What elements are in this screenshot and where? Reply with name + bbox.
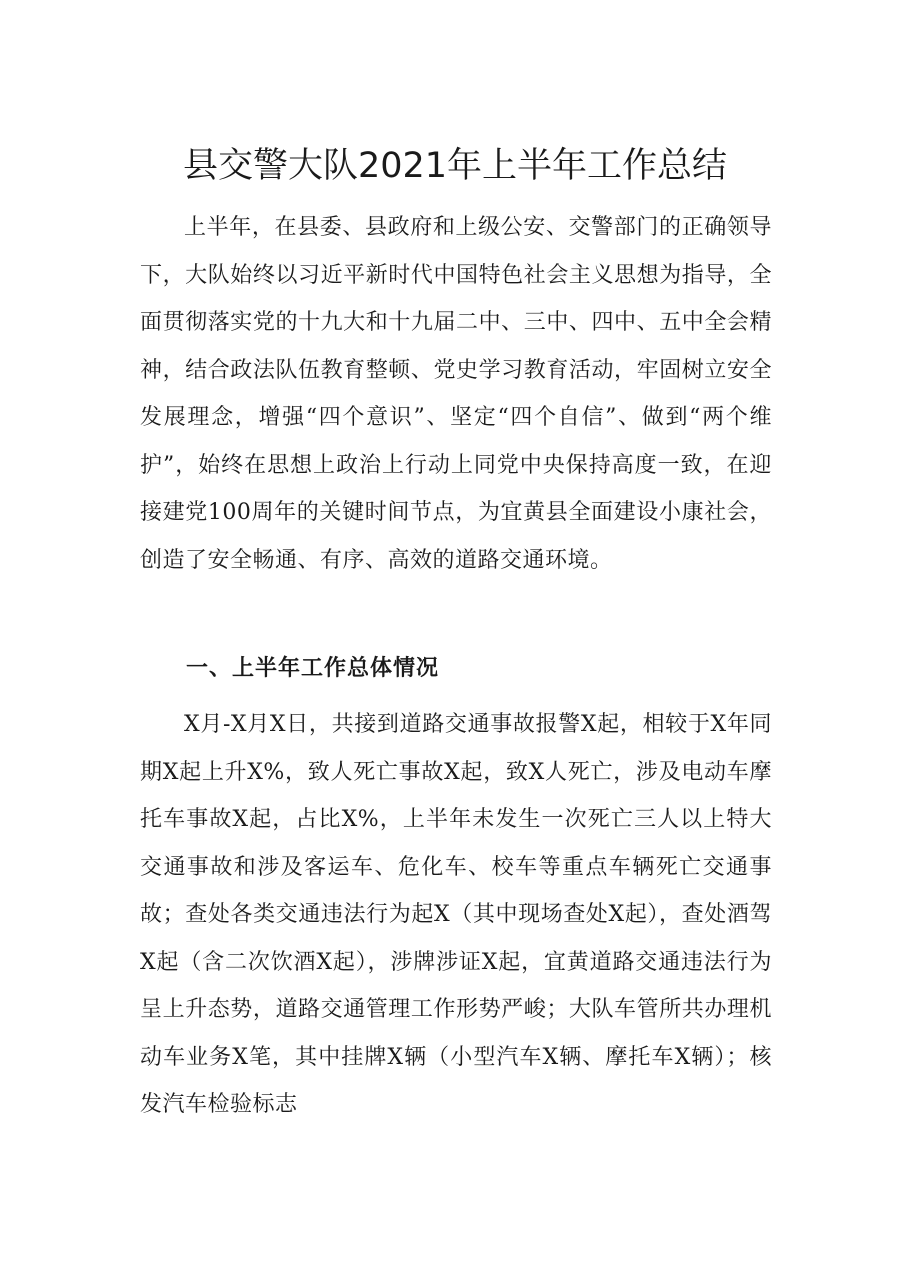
section-heading-1: 一、上半年工作总体情况 <box>186 656 440 681</box>
section-1-paragraph: X月-X月X日，共接到道路交通事故报警X起，相较于X年同期X起上升X%，致人死亡事故X起，致X人死亡，涉及电动车摩托车事故X起，占比X%，上半年未发生一次死亡三人以上特大交通事故和涉及客运车、危化车、校车等重点车辆死亡交通事故；查处各类交通违法行为起X（其中现场查处X起），查处酒驾X起（含二次饮酒X起），涉牌涉证X起，宜黄道路交通违法行为呈上升态势，道路交通管理工作形势严峻；大队车管所共办理机动车业务X笔，其中挂牌X辆（小型汽车X辆、摩托车X辆）；核发汽车检验标志 <box>140 712 772 1117</box>
document-title: 县交警大队2021年上半年工作总结 <box>182 146 728 186</box>
intro-paragraph: 上半年，在县委、县政府和上级公安、交警部门的正确领导下，大队始终以习近平新时代中国特色社会主义思想为指导，全面贯彻落实党的十九大和十九届二中、三中、四中、五中全会精神，结合政法队伍教育整顿、党史学习教育活动，牢固树立安全发展理念，增强“四个意识”、坚定“四个自信”、做到“两个维护”，始终在思想上政治上行动上同党中央保持高度一致，在迎接建党100周年的关键时间节点，为宜黄县全面建设小康社会，创造了安全畅通、有序、高效的道路交通环境。 <box>140 215 772 573</box>
